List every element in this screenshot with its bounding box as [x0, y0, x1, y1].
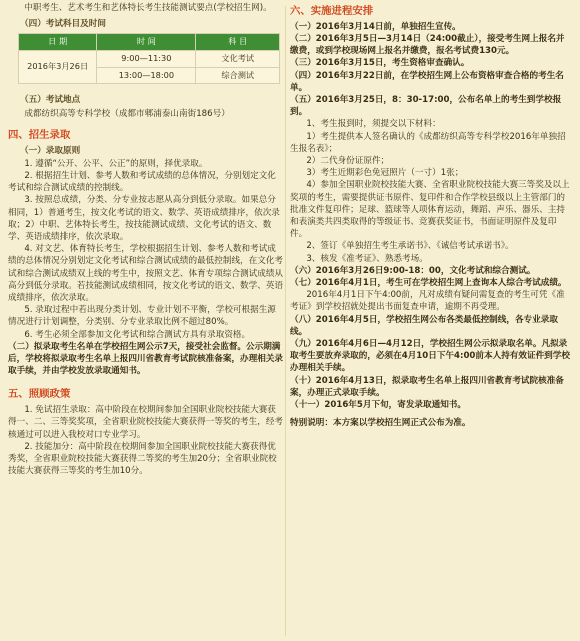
schedule-item: （二）2016年3月5日—3月14日（24:00截止），接受考生网上报名并缴费，或到学校现场网上报名并缴费，报名考试费130元。 — [290, 33, 565, 57]
paragraph: 5. 录取过程中若出现分类计划、专业计划不平衡，学校可根据生源情况进行计划调整，分类别、分专业录取比例不超过80%。 — [8, 305, 276, 328]
report-list-item: 4）参加全国职业院校技能大赛、全省职业院校技能大赛三等奖及以上奖项的考生，需要提供证书原件、复印件和合作学校县级以上主管部门的批准文件复印件；足球、篮球等人项体育运动，舞蹈、声乐、器乐、主持和表演类共四类取得的等级证书、竞赛获奖证书，书面证明原件及复印件。 — [290, 180, 570, 240]
exam-place-text: 成都纺织高等专科学校（成都市郫浦泰山南街186号） — [24, 108, 230, 119]
schedule-item: （八）2016年4月5日，学校招生网公布各类最低控制线，各专业录取线。 — [290, 314, 558, 337]
table-header-time: 时 间 — [97, 34, 196, 51]
table-cell-subject: 综合测试 — [196, 67, 280, 84]
table-cell-subject: 文化考试 — [196, 51, 280, 68]
paragraph: 1. 遵循“公开、公平、公正”的原则，择优录取。 — [24, 158, 208, 169]
paragraph: 2. 技能加分：高中阶段在校期间参加全国职业院校技能大赛获得优秀奖，全省职业院校技能大赛获得二等奖的考生加20分；全省职业院校技能大赛获得三等奖的考生加10分。 — [8, 441, 277, 477]
paragraph: 6. 考生必须全部参加文化考试和综合测试方具有录取资格。 — [24, 329, 251, 340]
table-header-subject: 科 目 — [196, 34, 280, 51]
publicity-lead: （二）拟录取考生名单在学校招生网公示7天，接受社会监督。 — [8, 341, 247, 352]
schedule-item: （四）2016年3月22日前，在学校招生网上公布资格审查合格的考生名单。 — [290, 70, 564, 93]
column-divider — [285, 6, 286, 636]
schedule-item: （七）2016年4月1日，考生可在学校招生网上查询本人综合考试成绩。 — [290, 278, 567, 289]
schedule-item: （一）2016年3月14日前，单独招生宣传。 — [290, 21, 461, 32]
exam-schedule-table — [18, 33, 280, 84]
schedule-item: （五）2016年3月25日，8：30-17:00，公布名单上的考生到学校报到。 — [290, 94, 562, 118]
report-list-item: 1）考生提供本人签名确认的《成都纺织高等专科学校2016年单独招生报名表》； — [290, 131, 566, 154]
table-cell-time: 13:00—18:00 — [97, 67, 196, 84]
left-column — [8, 0, 283, 477]
admission-principle-heading: （一）录取原则 — [20, 145, 81, 156]
report-step-2: 2、签订《单独招生考生承诺书》、《诚信考试承诺书》。 — [306, 241, 514, 252]
publicity-rest: 公示期满后，学校将拟录取考生名单上报四川省教育考试院核准备案，办理相关录取手续，并由学校发放录取通知书。 — [8, 341, 284, 377]
table-header-date: 日 期 — [19, 34, 97, 51]
intro-text: 中职考生、艺术考生和艺体特长考生技能测试要点(学校招生网)。 — [24, 3, 272, 13]
section-4-title: 四、招生录取 — [8, 128, 71, 141]
schedule-item: （三）2016年3月15日，考生资格审查确认。 — [290, 58, 470, 69]
schedule-item: （六）2016年3月26日9:00-18：00，文化考试和综合测试。 — [290, 265, 536, 276]
publicity-notice — [8, 341, 283, 378]
schedule-item: （十）2016年4月13日，拟录取考生名单上报四川省教育考试院核准备案，办理正式录取手续。 — [290, 375, 564, 398]
table-row — [19, 51, 280, 68]
special-note: 特别说明：本方案以学校招生网正式公布为准。 — [290, 418, 471, 429]
schedule-note: 2016年4月1日下午4:00前，凡对成绩有疑问需复查的考生可凭《准考证》到学校招就处提出书面复查申请，逾期不再受理。 — [290, 290, 565, 313]
paragraph: 1. 免试招生录取：高中阶段在校期间参加全国职业院校技能大赛获得一、二、三等奖奖项，全省职业院校技能大赛获得一等奖的考生，经考核通过可以进入我校对口专业学习。 — [8, 405, 284, 440]
section-5-title: 五、照顾政策 — [8, 388, 71, 401]
paragraph: 2. 根据招生计划、参考人数和考试成绩的总体情况，分别划定文化考试和综合测试成绩的控制线。 — [8, 170, 276, 194]
report-intro: 1、考生报到时，须提交以下材料： — [306, 119, 441, 130]
right-column — [290, 0, 573, 429]
schedule-item: （十一）2016年5月下旬，寄发录取通知书。 — [290, 400, 466, 411]
paragraph: 4. 对文艺、体育特长考生，学校根据招生计划、参考人数和考试成绩的总体情况分别划定文化考试和综合测试成绩的最低控制线，在文化考试和综合测试成绩双上线的考生中，按照文艺、体育专项综合测试成绩从高分到低分录取。若技能测试成绩相同，按文化考试的语文、数学、英语成绩排序，依次录取。 — [8, 244, 284, 303]
report-list-item: 3）考生近期彩色免冠照片（一寸）1张； — [306, 168, 464, 179]
exam-place-heading: （五）考试地点 — [20, 95, 81, 106]
section-6-title: 六、实施进程安排 — [290, 5, 374, 17]
table-cell-time: 9:00—11:30 — [97, 51, 196, 68]
report-step-3: 3、核发《准考证》、熟悉考场。 — [306, 253, 428, 264]
table-cell-date: 2016年3月26日 — [19, 51, 97, 84]
report-list-item: 2）二代身份证原件； — [306, 156, 390, 166]
paragraph: 3. 按照总成绩，分类、分专业按志愿从高分到低分录取。如果总分相同，1）普通考生，按文化考试的语文、数学、英语成绩排序，依次录取；2）中职、艺体特长考生，按技能测试成绩、文化考试的语文、数学、英语成绩排序，依次录取。 — [8, 195, 280, 242]
exam-schedule-heading: （四）考试科目及时间 — [20, 19, 106, 30]
schedule-item: （九）2016年4月6日—4月12日，学校招生网公示拟录取名单。凡拟录取考生要放弃录取的，必须在4月10日下午4:00前本人持有效证件到学校办理相关手续。 — [290, 339, 570, 374]
